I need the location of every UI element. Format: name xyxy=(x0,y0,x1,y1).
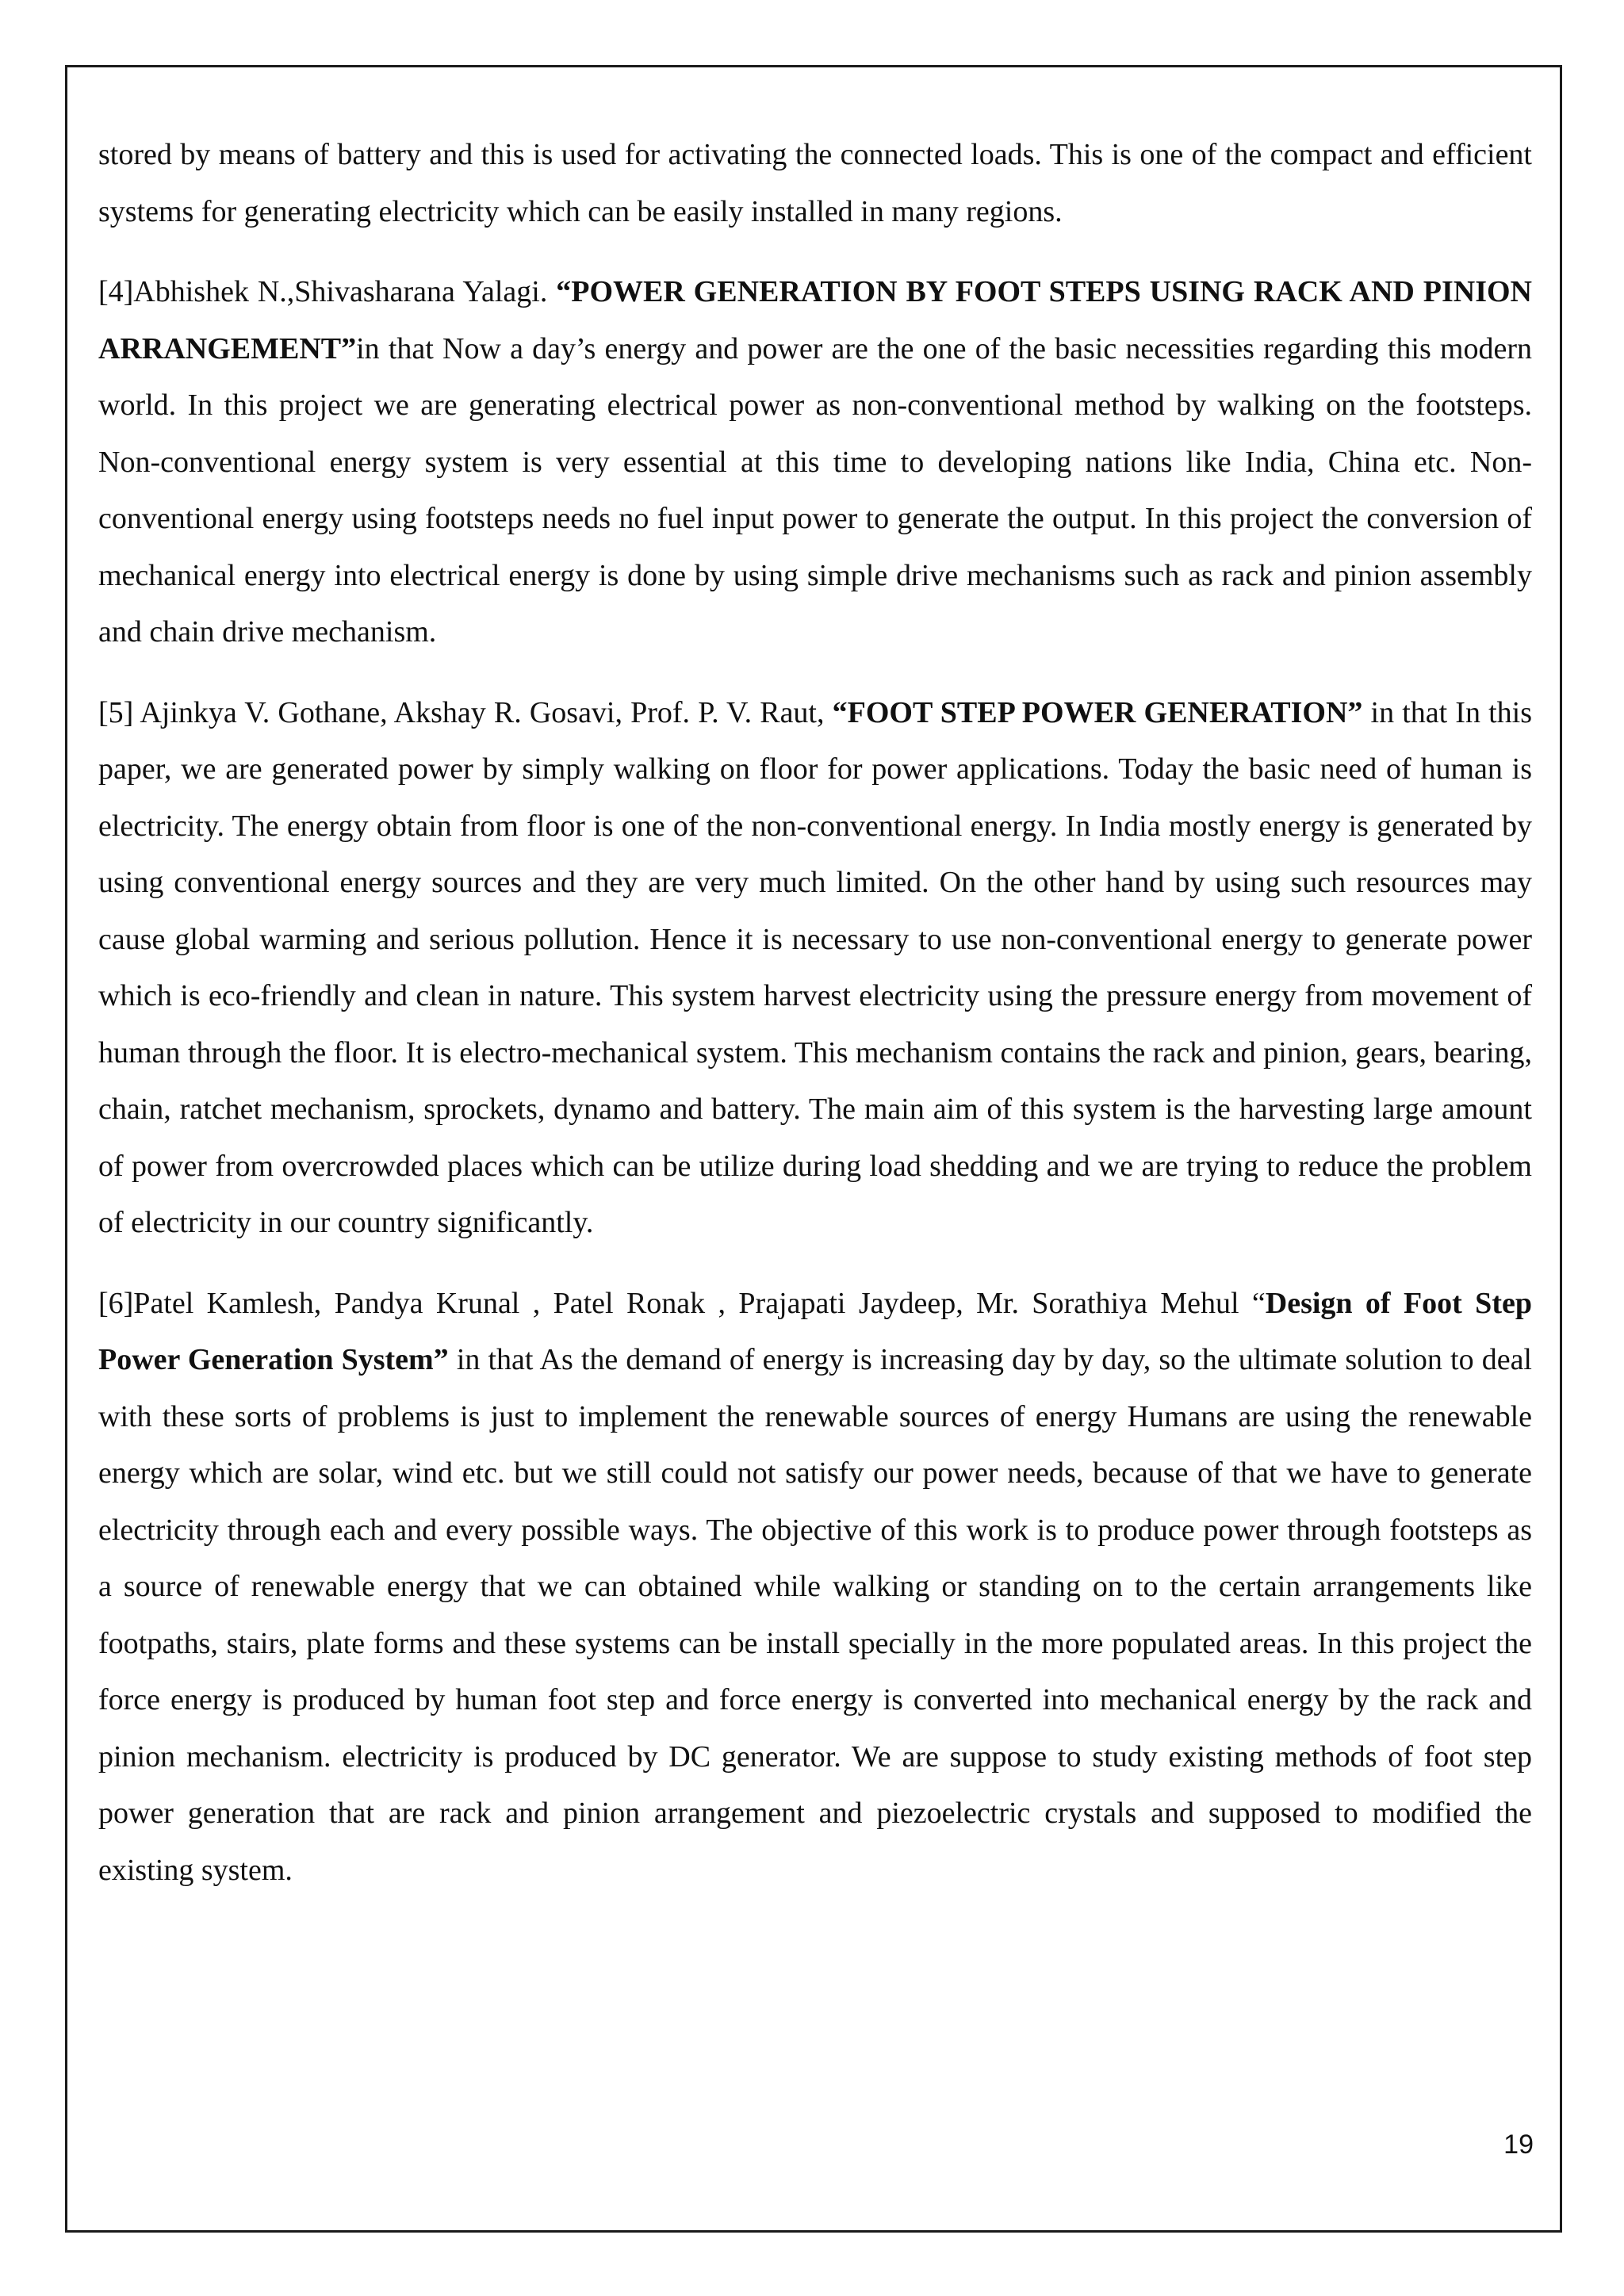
page-number: 19 xyxy=(1503,2130,1534,2160)
reference-6 xyxy=(98,1276,1532,1900)
paragraph-text: stored by means of battery and this is used for activating the connected loads. This is one of the compact and efficient systems for generating electricity which can be easily installed in many regions. xyxy=(98,138,1532,228)
reference-summary: in that As the demand of energy is increasing day by day, so the ultimate solution to deal with these sorts of problems is just to implement the renewable sources of energy Humans are using the renewable energy which are solar, wind etc. but we still could not satisfy our power needs, because of that we have to generate electricity through each and every possible ways. The objective of this work is to produce power through footsteps as a source of renewable energy that we can obtained while walking or standing on to the certain arrangements like footpaths, stairs, plate forms and these systems can be install specially in the more populated areas. In this project the force energy is produced by human foot step and force energy is converted into mechanical energy by the rack and pinion mechanism. electricity is produced by DC generator. We are suppose to study existing methods of foot step power generation that are rack and pinion arrangement and piezoelectric crystals and supposed to modified the existing system. xyxy=(98,1343,1532,1887)
reference-title: “FOOT STEP POWER GENERATION” xyxy=(832,695,1363,729)
reference-authors: [4]Abhishek N.,Shivasharana Yalagi. xyxy=(98,275,557,308)
reference-4 xyxy=(98,264,1532,661)
document-body xyxy=(98,127,1532,1923)
paragraph-continuation xyxy=(98,127,1532,240)
reference-authors: [5] Ajinkya V. Gothane, Akshay R. Gosavi, Prof. P. V. Raut, xyxy=(98,695,833,729)
reference-5 xyxy=(98,685,1532,1252)
reference-authors: [6]Patel Kamlesh, Pandya Krunal , Patel Ronak , Prajapati Jaydeep, Mr. Sorathiya Mehul “ xyxy=(98,1286,1266,1320)
reference-title: “POWER GENERATION BY FOOT STEPS USING RACK AND PINION ARRANGEMENT” xyxy=(98,275,1532,365)
reference-summary: in that In this paper, we are generated power by simply walking on floor for power applications. Today the basic need of human is electricity. The energy obtain from floor is one of the non-conventional energy. In India mostly energy is generated by using conventional energy sources and they are very much limited. On the other hand by using such resources may cause global warming and serious pollution. Hence it is necessary to use non-conventional energy to generate power which is eco-friendly and clean in nature. This system harvest electricity using the pressure energy from movement of human through the floor. It is electro-mechanical system. This mechanism contains the rack and pinion, gears, bearing, chain, ratchet mechanism, sprockets, dynamo and battery. The main aim of this system is the harvesting large amount of power from overcrowded places which can be utilize during load shedding and we are trying to reduce the problem of electricity in our country significantly. xyxy=(98,695,1532,1239)
reference-title: Design of Foot Step Power Generation System” xyxy=(98,1286,1532,1376)
reference-summary: in that Now a day’s energy and power are the one of the basic necessities regarding this modern world. In this project we are generating electrical power as non-conventional method by walking on the footsteps. Non-conventional energy system is very essential at this time to developing nations like India, China etc. Non-conventional energy using footsteps needs no fuel input power to generate the output. In this project the conversion of mechanical energy into electrical energy is done by using simple drive mechanisms such as rack and pinion assembly and chain drive mechanism. xyxy=(98,331,1532,649)
